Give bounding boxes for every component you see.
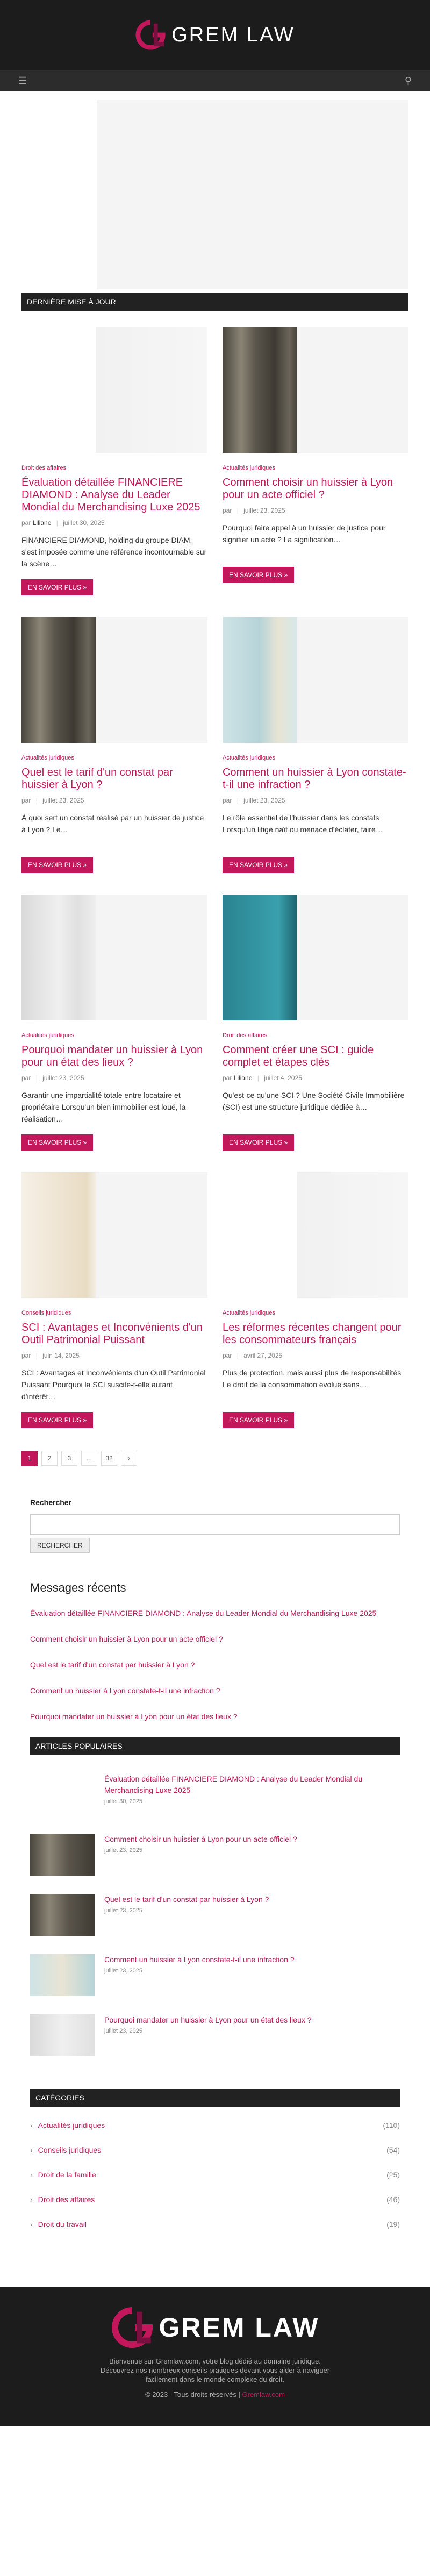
read-more-button[interactable]: EN SAVOIR PLUS » (223, 567, 294, 583)
search-icon[interactable]: ⚲ (404, 75, 412, 86)
post-card (223, 895, 408, 1151)
post-meta (22, 1074, 207, 1082)
post-category[interactable]: Droit des affaires (223, 1032, 267, 1039)
read-more-button[interactable]: EN SAVOIR PLUS » (223, 857, 294, 873)
post-category[interactable]: Conseils juridiques (22, 1310, 71, 1316)
popular-date: juillet 23, 2025 (104, 1968, 142, 1974)
category-item[interactable] (30, 2146, 400, 2170)
category-name[interactable]: Droit de la famille (38, 2170, 96, 2179)
post-thumbnail[interactable] (22, 327, 207, 453)
footer-desc-line: Découvrez nos nombreux conseils pratiques devant vous aider à naviguer (100, 2366, 330, 2374)
meta-separator: | (236, 507, 239, 514)
post-category[interactable]: Actualités juridiques (223, 1310, 275, 1316)
logo-text: GREM LAW (171, 23, 295, 46)
popular-item[interactable] (30, 1773, 400, 1815)
popular-title-link[interactable]: Pourquoi mandater un huissier à Lyon pour un état des lieux ? (104, 2016, 312, 2024)
post-author[interactable]: Liliane (32, 519, 52, 527)
recent-posts-list (30, 1608, 400, 1722)
post-date: avril 27, 2025 (243, 1352, 283, 1359)
category-item[interactable] (30, 2220, 400, 2245)
popular-thumbnail[interactable] (30, 2014, 95, 2056)
popular-date: juillet 23, 2025 (104, 2028, 142, 2034)
category-item[interactable] (30, 2195, 400, 2220)
post-thumbnail[interactable] (22, 895, 207, 1020)
nav-bar (0, 70, 430, 91)
post-by: par (223, 1074, 232, 1082)
popular-title: ARTICLES POPULAIRES (30, 1737, 400, 1755)
pagination (22, 1451, 408, 1466)
post-image (22, 327, 207, 453)
post-date: juillet 23, 2025 (243, 797, 285, 804)
category-count: (46) (386, 2195, 400, 2204)
footer-desc-line: Bienvenue sur Gremlaw.com, votre blog dédié au domaine juridique. (109, 2357, 321, 2365)
post-image (223, 327, 408, 453)
footer-desc-line: facilement dans le monde complexe du droit. (146, 2375, 284, 2383)
post-card (22, 1172, 207, 1428)
popular-thumbnail[interactable] (30, 1834, 95, 1876)
post-title[interactable]: Évaluation détaillée FINANCIERE DIAMOND : Analyse du Leader Mondial du Merchandising Luxe 2025 (22, 477, 200, 513)
recent-post-link[interactable]: Comment un huissier à Lyon constate-t-il une infraction ? (30, 1686, 220, 1695)
post-card (223, 617, 408, 873)
post-image (223, 1172, 408, 1298)
recent-post-link[interactable]: Pourquoi mandater un huissier à Lyon pour un état des lieux ? (30, 1712, 238, 1721)
category-name[interactable]: Actualités juridiques (38, 2121, 105, 2130)
post-date: juillet 23, 2025 (243, 507, 285, 514)
post-excerpt: Garantir une impartialité totale entre locataire et propriétaire Lorsqu'un bien immobilier est loué, la réalisation… (22, 1091, 186, 1123)
post-thumbnail[interactable] (223, 1172, 408, 1298)
post-excerpt: Plus de protection, mais aussi plus de responsabilités Le droit de la consommation évolue sans… (223, 1368, 402, 1389)
popular-title-link[interactable]: Comment choisir un huissier à Lyon pour un acte officiel ? (104, 1835, 297, 1843)
post-image (223, 617, 408, 743)
popular-thumbnail[interactable] (30, 1894, 95, 1936)
post-card (223, 1172, 408, 1428)
post-date: juin 14, 2025 (42, 1352, 80, 1359)
post-excerpt: À quoi sert un constat réalisé par un huissier de justice à Lyon ? Le… (22, 813, 204, 834)
post-date: juillet 23, 2025 (42, 1074, 84, 1082)
read-more-button[interactable]: EN SAVOIR PLUS » (22, 1412, 93, 1428)
post-card (223, 327, 408, 595)
post-thumbnail[interactable] (22, 1172, 207, 1298)
footer-logo-text: GREM LAW (159, 2312, 320, 2343)
menu-icon[interactable]: ☰ (18, 75, 27, 86)
page-link[interactable]: 3 (61, 1451, 77, 1466)
sidebar (30, 1498, 400, 2245)
categories-list (30, 2121, 400, 2245)
post-title[interactable]: Comment créer une SCI : guide complet et étapes clés (223, 1044, 374, 1068)
popular-item[interactable] (30, 1954, 400, 1996)
recent-post-link[interactable]: Évaluation détaillée FINANCIERE DIAMOND : Analyse du Leader Mondial du Merchandising Luxe 2025 (30, 1609, 377, 1617)
read-more-button[interactable]: EN SAVOIR PLUS » (22, 1134, 93, 1151)
popular-item[interactable] (30, 1834, 400, 1876)
post-title[interactable]: SCI : Avantages et Inconvénients d'un Outil Patrimonial Puissant (22, 1322, 203, 1346)
popular-date: juillet 30, 2025 (104, 1798, 142, 1805)
popular-thumbnail[interactable] (30, 1773, 95, 1815)
read-more-button[interactable]: EN SAVOIR PLUS » (22, 579, 93, 595)
logo-mark-icon (135, 19, 166, 51)
meta-separator: | (257, 1074, 259, 1082)
post-title[interactable]: Quel est le tarif d'un constat par huissier à Lyon ? (22, 767, 173, 791)
post-thumbnail[interactable] (223, 895, 408, 1020)
footer-logo[interactable] (0, 2306, 430, 2349)
post-thumbnail[interactable] (22, 617, 207, 743)
meta-separator: | (35, 1074, 38, 1082)
post-image (22, 617, 207, 743)
site-footer (0, 2287, 430, 2426)
post-excerpt: Le rôle essentiel de l'huissier dans les constats Lorsqu'un litige naît ou menace d'éclater, faire… (223, 813, 383, 834)
post-by: par (22, 797, 31, 804)
popular-date: juillet 23, 2025 (104, 1847, 142, 1854)
recent-post-link[interactable]: Comment choisir un huissier à Lyon pour un acte officiel ? (30, 1635, 223, 1643)
post-image (22, 895, 207, 1020)
post-title[interactable]: Pourquoi mandater un huissier à Lyon pour un état des lieux ? (22, 1044, 203, 1068)
category-count: (25) (386, 2170, 400, 2179)
post-by: par (223, 1352, 232, 1359)
categories-title: CATÉGORIES (30, 2089, 400, 2107)
category-item[interactable] (30, 2170, 400, 2195)
post-excerpt: SCI : Avantages et Inconvénients d'un Outil Patrimonial Puissant Pourquoi la SCI suscite-t-elle autant d'intérêt… (22, 1368, 206, 1401)
post-by: par (223, 507, 232, 514)
popular-title-link[interactable]: Comment un huissier à Lyon constate-t-il une infraction ? (104, 1955, 295, 1964)
post-image (223, 895, 408, 1020)
post-meta (22, 519, 207, 527)
post-meta (223, 797, 408, 804)
chevron-right-icon: › (30, 2146, 33, 2154)
post-card (22, 895, 207, 1151)
featured-slider[interactable] (22, 100, 408, 289)
post-category[interactable]: Actualités juridiques (22, 755, 74, 761)
post-meta (22, 797, 207, 804)
post-title[interactable]: Les réformes récentes changent pour les consommateurs français (223, 1322, 402, 1346)
post-author[interactable]: Liliane (233, 1074, 253, 1082)
meta-separator: | (56, 519, 58, 527)
site-logo[interactable] (135, 19, 295, 51)
footer-copyright (0, 2390, 430, 2398)
post-meta (223, 1352, 408, 1359)
post-date: juillet 30, 2025 (63, 519, 105, 527)
post-meta (223, 507, 408, 514)
popular-list (30, 1773, 400, 2056)
chevron-right-icon: › (30, 2170, 33, 2179)
post-image (22, 1172, 207, 1298)
chevron-right-icon: › (30, 2195, 33, 2204)
chevron-right-icon: › (30, 2121, 33, 2130)
category-item[interactable] (30, 2121, 400, 2146)
popular-item[interactable] (30, 1894, 400, 1936)
post-card (22, 617, 207, 873)
page-link[interactable]: 1 (22, 1451, 38, 1466)
search-input[interactable] (30, 1514, 400, 1535)
recent-posts-title: Messages récents (30, 1581, 126, 1594)
post-thumbnail[interactable] (223, 327, 408, 453)
post-by: par (22, 519, 31, 527)
category-name[interactable]: Conseils juridiques (38, 2146, 102, 2154)
footer-brand-link[interactable]: Gremlaw.com (242, 2390, 285, 2398)
post-excerpt: FINANCIERE DIAMOND, holding du groupe DIAM, s'est imposée comme une référence incontournable sur la scène… (22, 536, 207, 568)
popular-thumbnail[interactable] (30, 1954, 95, 1996)
page-link[interactable]: 32 (101, 1451, 117, 1466)
category-name[interactable]: Droit du travail (38, 2220, 87, 2229)
category-count: (54) (386, 2146, 400, 2154)
post-excerpt: Qu'est-ce qu'une SCI ? Une Société Civile Immobilière (SCI) est une structure juridique dédiée à… (223, 1091, 405, 1111)
footer-logo-mark-icon (111, 2306, 154, 2349)
site-header (0, 0, 430, 70)
post-meta (223, 1074, 408, 1082)
chevron-right-icon: › (30, 2220, 33, 2229)
copyright-text: © 2023 - Tous droits réservés | (145, 2390, 240, 2398)
search-button[interactable]: RECHERCHER (30, 1538, 90, 1553)
read-more-button[interactable]: EN SAVOIR PLUS » (223, 1412, 294, 1428)
popular-date: juillet 23, 2025 (104, 1907, 142, 1914)
meta-separator: | (35, 1352, 38, 1359)
post-by: par (22, 1352, 31, 1359)
post-thumbnail[interactable] (223, 617, 408, 743)
post-category[interactable]: Actualités juridiques (223, 755, 275, 761)
popular-item[interactable] (30, 2014, 400, 2056)
section-title: DERNIÈRE MISE À JOUR (22, 293, 408, 311)
page-link[interactable]: › (121, 1451, 137, 1466)
page-link[interactable]: … (81, 1451, 97, 1466)
post-meta (22, 1352, 207, 1359)
category-count: (19) (386, 2220, 400, 2229)
read-more-button[interactable]: EN SAVOIR PLUS » (223, 1134, 294, 1151)
category-count: (110) (383, 2121, 400, 2130)
post-category[interactable]: Droit des affaires (22, 465, 66, 471)
footer-description (0, 2357, 430, 2384)
post-title[interactable]: Comment choisir un huissier à Lyon pour un acte officiel ? (223, 477, 393, 501)
meta-separator: | (236, 797, 239, 804)
meta-separator: | (236, 1352, 239, 1359)
post-category[interactable]: Actualités juridiques (223, 465, 275, 471)
meta-separator: | (35, 797, 38, 804)
category-name[interactable]: Droit des affaires (38, 2195, 95, 2204)
popular-title-link[interactable]: Évaluation détaillée FINANCIERE DIAMOND : Analyse du Leader Mondial du Merchandising Luxe 2025 (104, 1775, 363, 1794)
post-date: juillet 4, 2025 (264, 1074, 302, 1082)
featured-blank (22, 100, 97, 289)
read-more-button[interactable]: EN SAVOIR PLUS » (22, 857, 93, 873)
post-card (22, 327, 207, 595)
post-grid (22, 327, 408, 1428)
post-by: par (223, 797, 232, 804)
popular-title-link[interactable]: Quel est le tarif d'un constat par huissier à Lyon ? (104, 1895, 269, 1904)
search-title: Rechercher (30, 1498, 72, 1507)
post-date: juillet 23, 2025 (42, 797, 84, 804)
post-category[interactable]: Actualités juridiques (22, 1032, 74, 1039)
page-link[interactable]: 2 (41, 1451, 58, 1466)
recent-post-link[interactable]: Quel est le tarif d'un constat par huissier à Lyon ? (30, 1660, 195, 1669)
post-by: par (22, 1074, 31, 1082)
post-excerpt: Pourquoi faire appel à un huissier de justice pour signifier un acte ? La signification… (223, 523, 386, 544)
post-title[interactable]: Comment un huissier à Lyon constate-t-il une infraction ? (223, 767, 406, 791)
